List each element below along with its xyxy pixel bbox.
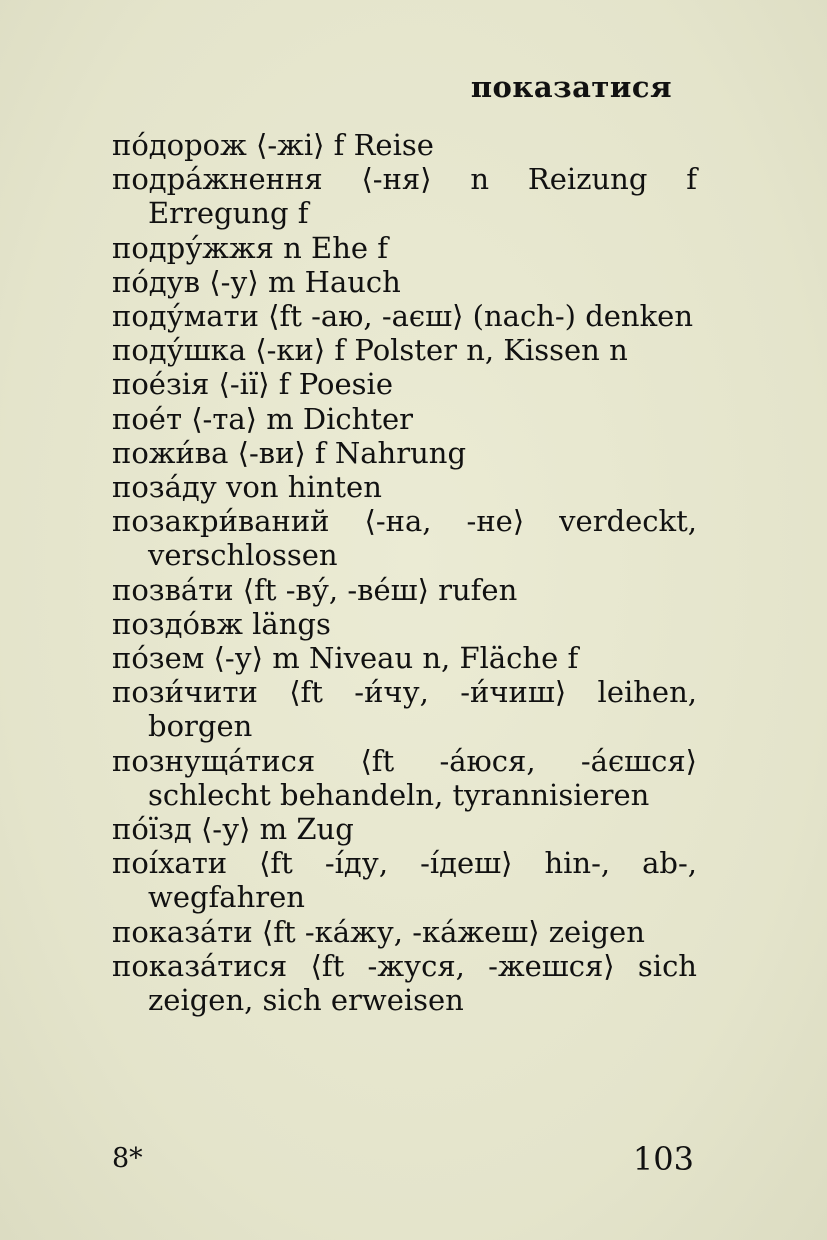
dictionary-entry: пое́т ⟨-та⟩ m Dichter (112, 401, 414, 436)
dictionary-entry: поду́мати ⟨ft -аю, -аєш⟩ (nach-) denken (112, 299, 694, 334)
dictionary-entry: подру́жжя n Ehe f (112, 230, 388, 265)
signature-mark: 8* (112, 1143, 143, 1174)
dictionary-entry: показа́тися ⟨ft -жуся, -жешся⟩ sich zeigen, sich erweisen (112, 948, 697, 1018)
dictionary-entry: пожи́ва ⟨-ви⟩ f Nahrung (112, 435, 467, 470)
dictionary-entry: показа́ти ⟨ft -ка́жу, -ка́жеш⟩ zeigen (112, 914, 645, 949)
dictionary-entry: поі́хати ⟨ft -і́ду, -і́деш⟩ hin-, ab-, wegfahren (112, 846, 697, 915)
dictionary-entry: по́зем ⟨-у⟩ m Niveau n, Fläche f (112, 641, 579, 676)
dictionary-entry: пое́зія ⟨-ії⟩ f Poesie (112, 367, 393, 402)
dictionary-entry: поза́ду von hinten (112, 470, 382, 505)
page-number: 103 (632, 1140, 694, 1178)
dictionary-entry: позва́ти ⟨ft -ву́, -ве́ш⟩ rufen (112, 572, 518, 607)
dictionary-entry: пози́чити ⟨ft -и́чу, -и́чиш⟩ leihen, borgen (112, 675, 697, 744)
dictionary-entry: позакри́ваний ⟨-на, -не⟩ verdeckt, verschlossen (112, 504, 697, 573)
dictionary-entry: поздо́вж längs (112, 606, 331, 641)
dictionary-entry: подра́жнення ⟨-ня⟩ n Reizung f Erregung f (112, 162, 697, 231)
dictionary-entries (112, 128, 697, 1017)
dictionary-entry: по́їзд ⟨-у⟩ m Zug (112, 812, 354, 847)
dictionary-entry: поду́шка ⟨-ки⟩ f Polster n, Kissen n (112, 333, 628, 368)
dictionary-entry: по́дорож ⟨-жі⟩ f Reise (112, 128, 434, 162)
dictionary-entry: познуща́тися ⟨ft -а́юся, -а́єшся⟩ schlecht behandeln, tyrannisieren (112, 743, 697, 812)
running-head: показатися (470, 70, 672, 104)
dictionary-entry: по́дув ⟨-у⟩ m Hauch (112, 264, 401, 299)
